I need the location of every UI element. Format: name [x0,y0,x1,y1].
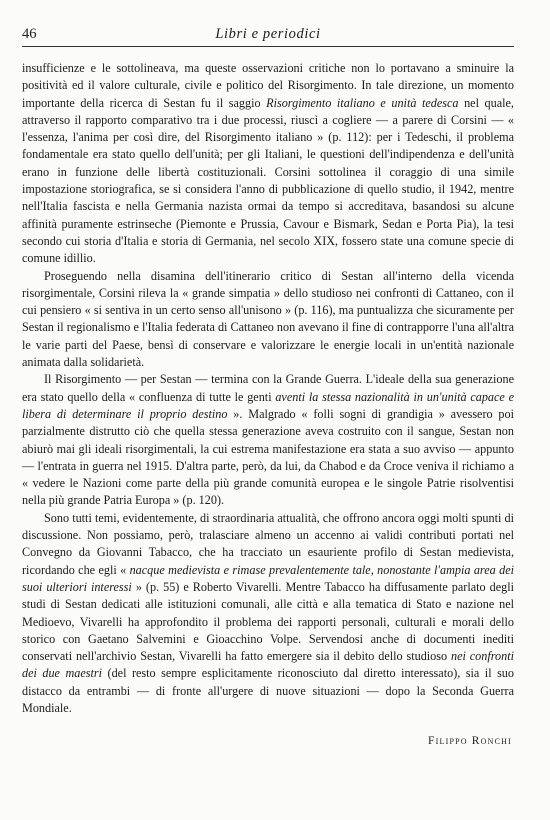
italic-text: nacque medievista e rimase prevalentemente tale, nonostante l'ampia area dei suoi ulteriori interessi [22,562,514,594]
author-signature: Filippo Ronchi [428,735,512,747]
running-title: Libri e periodici [215,26,321,42]
text-run: nel quale, attraverso il rapporto comparativo tra i due processi, riuscì a cogliere — a parere di Corsini — « l'essenza, l'anima per così dire, del Risorgimento italiano » (p. 112): per i Tedeschi, il problema fondamentale era stato quello dell'unità; per gli Italiani, le questioni dell'indipendenza e dell'unità erano in funzione delle libertà costituzionali. Corsini sottolinea il coraggio di una simile impostazione storiografica, se si considera l'anno di pubblicazione di quello studio, il 1942, mentre nell'Italia fascista e nella Germania nazista ormai da tempo si accreditava, basandosi su alcune affinità puramente estrinseche (Piemonte e Prussia, Cavour e Bismark, Sedan e Porta Pia), la tesi secondo cui storia d'Italia e storia di Germania, nel secolo XIX, fossero state una comune specie di comune idillio. [22,95,514,266]
text-run: insufficienze e le sottolineava, ma queste osservazioni critiche non lo portavano a sminuire la positività ed il valore culturale, civile e politico del Risorgimento. In tale direzione, un momento importante della ricerca di Sestan fu il saggio [22,61,514,110]
italic-text: aventi la stessa nazionalità in un'unità capace e libera di determinare il proprio destino [22,389,514,421]
page-number: 46 [22,26,37,42]
text-run: (del resto sempre esplicitamente riconosciuto dal diretto interessato), sia il suo distacco da entrambi — di fronte all'urgere di nuove situazioni — dopo la Seconda Guerra Mondiale. [22,666,514,715]
paragraph [22,60,514,268]
page-header [22,26,514,47]
text-run: Proseguendo nella disamina dell'itinerario critico di Sestan all'interno della vicenda risorgimentale, Corsini rileva la « grande simpatia » dello studioso nei confronti di Cattaneo, con il cui pensiero « si sentiva in un certo senso all'unisono » (p. 116), ma puntualizza che sicuramente per Sestan il regionalismo e l'Italia federata di Cattaneo non avevano il fine di contrapporre l'una all'altra le varie parti del Paese, bensì di conservare e valorizzare le energie locali in un'entità nazionale animata dalla solidarietà. [22,268,514,370]
paragraph [22,510,514,718]
paragraph [22,268,514,372]
text-run: Il Risorgimento — per Sestan — termina con la Grande Guerra. L'ideale della sua generazione era stato quello della « confluenza di tutte le genti [22,372,514,404]
article-body [22,60,514,717]
italic-text: nei confronti dei due maestri [22,649,515,681]
text-run: Sono tutti temi, evidentemente, di straordinaria attualità, che offrono ancora oggi molti spunti di discussione. Non possiamo, però, tralasciare almeno un accenno ai validi contributi portati nel Convegno da Giovanni Tabacco, che ha tracciato un esauriente profilo di Sestan medievista, ricordando che egli « [22,510,514,577]
text-run: ». Malgrado « folli sogni di grandigia » avessero poi parzialmente distrutto ciò che quella stessa generazione aveva costruito con il sangue, Sestan non abiurò mai gli ideali risorgimentali, la cui estrema manifestazione era stata a suo avviso — appunto — l'entrata in guerra nel 1915. D'altra parte, però, da lui, da Chabod e da Croce veniva il richiamo a « vedere le Nazioni come parte della più grande comunità europea e le singole Patrie risolventisi nella più grande Patria Europa » (p. 120). [22,406,514,508]
text-run: » (p. 55) e Roberto Vivarelli. Mentre Tabacco ha diffusamente parlato degli studi di Sestan dedicati alle istituzioni comunali, alle città e alla tematica di Stato e nazione nel Medioevo, Vivarelli ha approfondito il problema dei rapporti personali, culturali e morali dello storico con Gaetano Salvemini e Gioacchino Volpe. Servendosi anche di documenti inediti conservati nell'archivio Sestan, Vivarelli ha fatto emergere sia il debito dello studioso [22,579,515,664]
italic-text: Risorgimento italiano e unità tedesca [266,95,459,110]
paragraph [22,371,514,509]
